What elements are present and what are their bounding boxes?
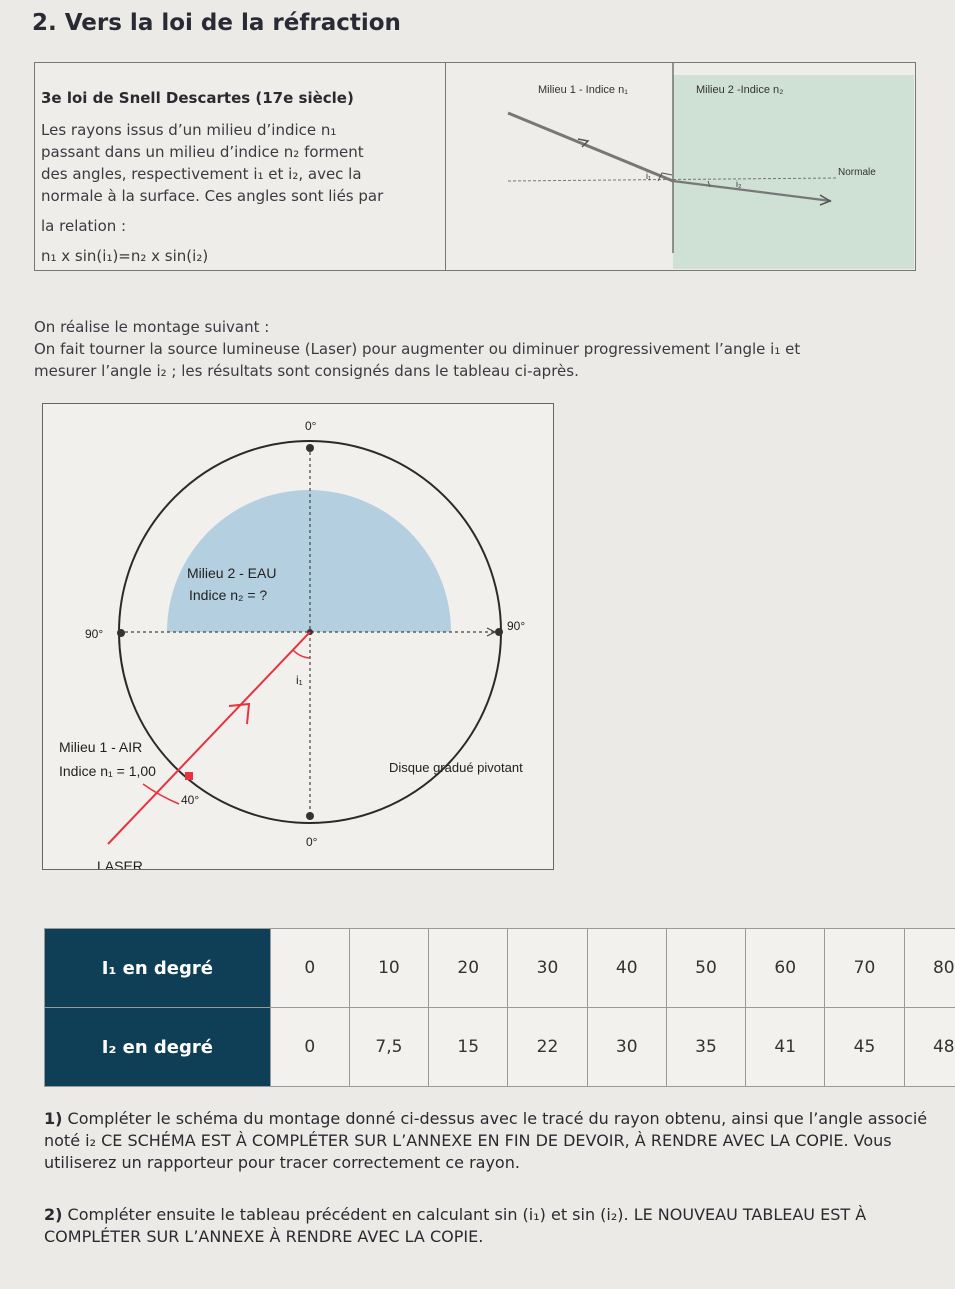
table-cell: 0 (270, 1008, 349, 1087)
label-medium1-name: Milieu 1 - AIR (59, 739, 143, 755)
table-cell: 15 (429, 1008, 508, 1087)
question-1 (44, 1108, 949, 1174)
question-number: 1) (44, 1109, 63, 1128)
water-half-disk (167, 490, 451, 632)
table-cell: 7,5 (349, 1008, 428, 1087)
label-disk: Disque gradué pivotant (389, 760, 523, 775)
table-cell: 80 (904, 929, 955, 1008)
snell-law-box (34, 62, 916, 271)
table-cell: 30 (587, 1008, 666, 1087)
snell-text-line: des angles, respectivement i₁ et i₂, avec la (41, 165, 362, 183)
table-cell: 0 (270, 929, 349, 1008)
table-cell: 10 (349, 929, 428, 1008)
section-title: 2. Vers la loi de la réfraction (32, 10, 401, 36)
label-forty-degrees: 40° (181, 793, 200, 807)
left-mark (117, 629, 125, 637)
label-laser: LASER (97, 858, 143, 869)
label-bottom-zero: 0° (306, 835, 318, 849)
diagram-i2-label: i₂ (736, 179, 742, 189)
table-cell: 30 (508, 929, 587, 1008)
label-medium2-index: Indice n₂ = ? (189, 587, 268, 603)
table-row (45, 1008, 955, 1087)
intro-line: On fait tourner la source lumineuse (Laser) pour augmenter ou diminuer progressivement l’angle i₁ et (34, 340, 801, 358)
question-2 (44, 1204, 949, 1248)
bottom-mark (306, 812, 314, 820)
setup-diagram-box (42, 403, 554, 870)
diagram-medium2-label: Milieu 2 -Indice n₂ (696, 84, 784, 96)
label-top-zero: 0° (305, 419, 317, 433)
intro-line: mesurer l’angle i₂ ; les résultats sont consignés dans le tableau ci-après. (34, 362, 579, 380)
snell-text-line: la relation : (41, 217, 127, 235)
intro-line: On réalise le montage suivant : (34, 318, 270, 336)
snell-text-line: Les rayons issus d’un milieu d’indice n₁ (41, 121, 337, 139)
right-mark (495, 628, 503, 636)
snell-text-line: normale à la surface. Ces angles sont liés par (41, 187, 384, 205)
row-header-i2: I₂ en degré (45, 1008, 271, 1087)
table-cell: 40 (587, 929, 666, 1008)
snell-formula: n₁ x sin(i₁)=n₂ x sin(i₂) (41, 247, 209, 265)
question-number: 2) (44, 1205, 63, 1224)
top-mark (306, 444, 314, 452)
snell-text-line: passant dans un milieu d’indice n₂ forment (41, 143, 364, 161)
diagram-i1-label: i₁ (646, 171, 652, 181)
label-left-ninety: 90° (85, 627, 104, 641)
question-text: Compléter ensuite le tableau précédent en calculant sin (i₁) et sin (i₂). LE NOUVEAU TABLEAU EST À COMPLÉTER SUR L’ANNEXE À RENDRE AVEC LA COPIE. (44, 1205, 867, 1246)
setup-diagram (43, 404, 553, 869)
table-cell: 20 (429, 929, 508, 1008)
table-cell: 41 (746, 1008, 825, 1087)
laser-mark (185, 772, 193, 780)
question-text: Compléter le schéma du montage donné ci-dessus avec le tracé du rayon obtenu, ainsi que l’angle associé noté i₂ CE SCHÉMA EST À COMPLÉTER SUR L’ANNEXE EN FIN DE DEVOIR, À RENDRE AVEC LA COPIE. Vous utiliserez un rapporteur pour tracer correctement ce rayon. (44, 1109, 928, 1172)
diagram-normal-label: Normale (838, 167, 876, 178)
table-cell: 45 (825, 1008, 904, 1087)
table-cell: 48 (904, 1008, 955, 1087)
laser-ray (108, 632, 310, 844)
label-right-ninety: 90° (507, 619, 526, 633)
table-cell: 35 (666, 1008, 745, 1087)
refraction-diagram (446, 63, 914, 269)
table-cell: 22 (508, 1008, 587, 1087)
angle-i1-arc (293, 650, 310, 658)
label-i1: i₁ (296, 673, 303, 687)
table-cell: 60 (746, 929, 825, 1008)
row-header-i1: I₁ en degré (45, 929, 271, 1008)
diagram-medium1-label: Milieu 1 - Indice n₁ (538, 84, 628, 96)
table-cell: 70 (825, 929, 904, 1008)
snell-title: 3e loi de Snell Descartes (17e siècle) (41, 89, 354, 107)
table-cell: 50 (666, 929, 745, 1008)
label-medium1-index: Indice n₁ = 1,00 (59, 763, 156, 779)
table-row (45, 929, 955, 1008)
medium2-region (673, 75, 914, 269)
data-table (44, 928, 955, 1087)
label-medium2-name: Milieu 2 - EAU (187, 565, 277, 581)
